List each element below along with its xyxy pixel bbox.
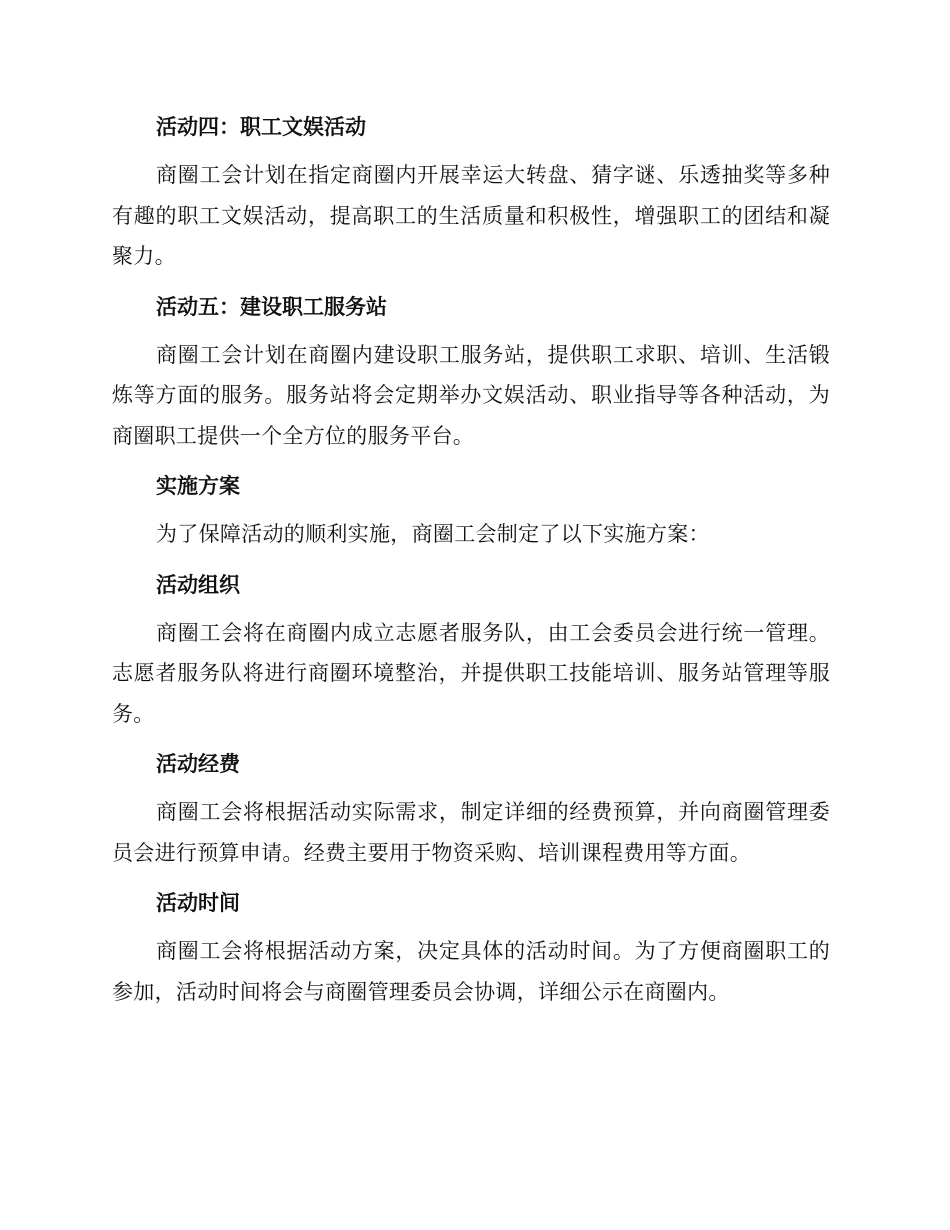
section-heading-activity-organization: 活动组织 [156, 571, 240, 597]
section-heading-implementation-plan: 实施方案 [156, 473, 240, 498]
document-body [112, 108, 830, 1023]
section-paragraph-activity-time: 商圈工会将根据活动方案，决定具体的活动时间。为了方便商圈职工的参加，活动时间将会与商圈管理委员会协调，详细公示在商圈内。 [112, 939, 830, 1004]
section-heading-activity-5: 活动五：建设职工服务站 [156, 293, 387, 319]
section-paragraph-implementation-plan: 为了保障活动的顺利实施，商圈工会制定了以下实施方案： [156, 522, 710, 546]
section-heading-activity-time: 活动时间 [156, 890, 240, 915]
section-paragraph-activity-5: 商圈工会计划在商圈内建设职工服务站，提供职工求职、培训、生活锻炼等方面的服务。服务站将会定期举办文娱活动、职业指导等各种活动，为商圈职工提供一个全方位的服务平台。 [112, 342, 830, 448]
section-heading-activity-funding: 活动经费 [156, 751, 240, 776]
section-paragraph-activity-funding: 商圈工会将根据活动实际需求，制定详细的经费预算，并向商圈管理委员会进行预算申请。经费主要用于物资采购、培训课程费用等方面。 [112, 800, 830, 865]
section-paragraph-activity-organization: 商圈工会将在商圈内成立志愿者服务队，由工会委员会进行统一管理。志愿者服务队将进行商圈环境整治，并提供职工技能培训、服务站管理等服务。 [112, 620, 830, 726]
section-heading-activity-4: 活动四：职工文娱活动 [156, 114, 366, 139]
section-paragraph-activity-4: 商圈工会计划在指定商圈内开展幸运大转盘、猜字谜、乐透抽奖等多种有趣的职工文娱活动，提高职工的生活质量和积极性，增强职工的团结和凝聚力。 [112, 163, 830, 268]
